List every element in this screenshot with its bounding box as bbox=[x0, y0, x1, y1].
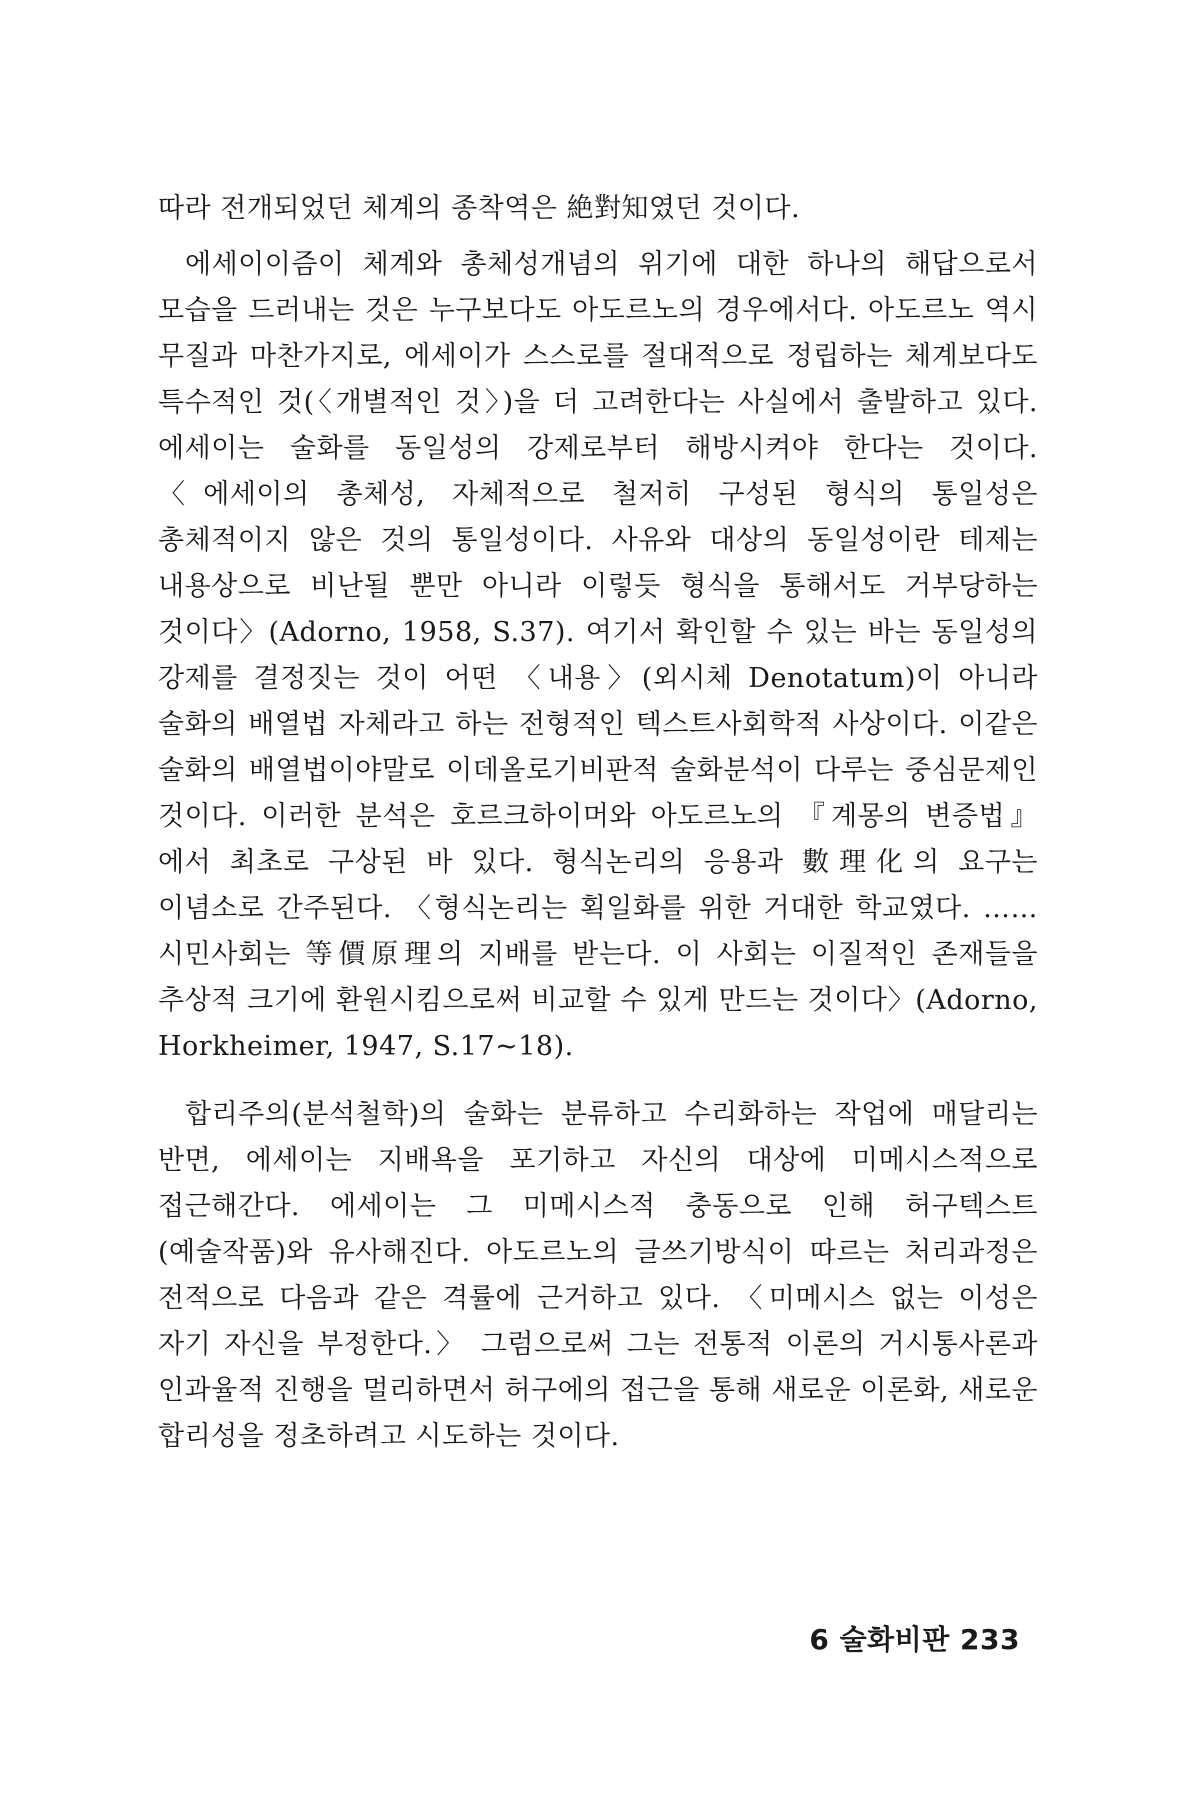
chapter-title: 6 술화비판 bbox=[809, 1623, 950, 1656]
body-text bbox=[158, 186, 1038, 1460]
page-number: 233 bbox=[960, 1623, 1020, 1656]
paragraph-rationalism: 합리주의(분석철학)의 술화는 분류하고 수리화하는 작업에 매달리는 반면, 에세이는 지배욕을 포기하고 자신의 대상에 미메시스적으로 접근해간다. 에세이는 그 미메시스적 충동으로 인해 허구텍스트(예술작품)와 유사해진다. 아도르노의 글쓰기방식이 따르는 처리과정은 전적으로 다음과 같은 격률에 근거하고 있다. 〈미메시스 없는 이성은 자기 자신을 부정한다.〉 그럼으로써 그는 전통적 이론의 거시통사론과 인과율적 진행을 멀리하면서 허구에의 접근을 통해 새로운 이론화, 새로운 합리성을 정초하려고 시도하는 것이다. bbox=[158, 1099, 1038, 1452]
page-footer bbox=[809, 1618, 1020, 1658]
paragraph-continuation: 따라 전개되었던 체계의 종착역은 絶對知였던 것이다. bbox=[158, 193, 801, 224]
paragraph-essayism: 에세이이즘이 체계와 총체성개념의 위기에 대한 하나의 해답으로서 모습을 드러내는 것은 누구보다도 아도르노의 경우에서다. 아도르노 역시 무질과 마찬가지로, 에세이가 스스로를 절대적으로 정립하는 체계보다도 특수적인 것(〈개별적인 것〉)을 더 고려한다는 사실에서 출발하고 있다. 에세이는 술화를 동일성의 강제로부터 해방시켜야 한다는 것이다. 〈에세이의 총체성, 자체적으로 철저히 구성된 형식의 통일성은 총체적이지 않은 것의 통일성이다. 사유와 대상의 동일성이란 테제는 내용상으로 비난될 뿐만 아니라 이렇듯 형식을 통해서도 거부당하는 것이다〉(Adorno, 1958, S.37). 여기서 확인할 수 있는 바는 동일성의 강제를 결정짓는 것이 어떤 〈내용〉(외시체 Denotatum)이 아니라 술화의 배열법 자체라고 하는 전형적인 텍스트사회학적 사상이다. 이같은 술화의 배열법이야말로 이데올로기비판적 술화분석이 다루는 중심문제인 것이다. 이러한 분석은 호르크하이머와 아도르노의 『계몽의 변증법』에서 최초로 구상된 바 있다. 형식논리의 응용과 數理化의 요구는 이념소로 간주된다. 〈형식논리는 획일화를 위한 거대한 학교였다. ……시민사회는 等價原理의 지배를 받는다. 이 사회는 이질적인 존재들을 추상적 크기에 환원시킴으로써 비교할 수 있게 만드는 것이다〉(Adorno, Horkheimer, 1947, S.17~18). bbox=[158, 249, 1038, 1062]
